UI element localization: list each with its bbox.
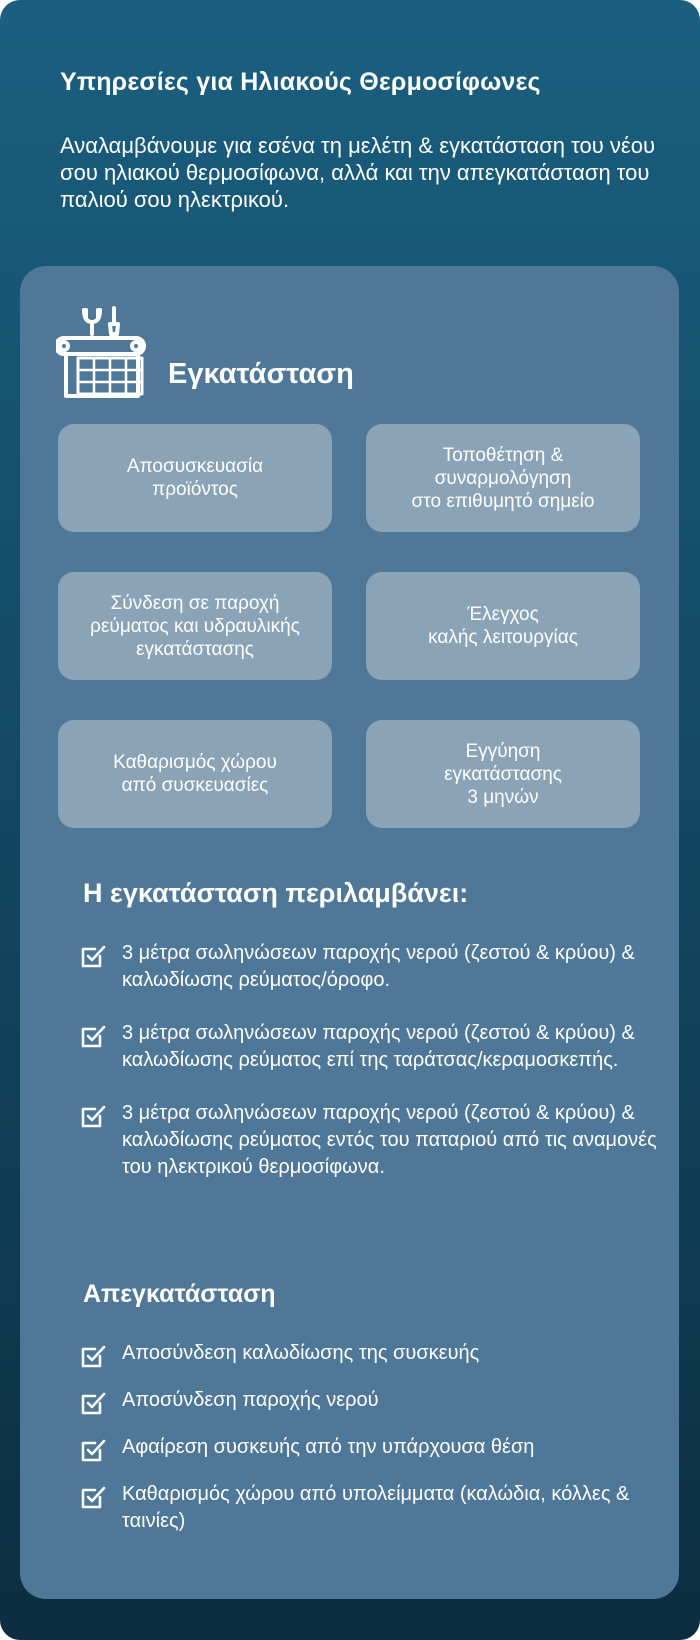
checkbox-checked-icon — [80, 1023, 106, 1049]
step-connection: Σύνδεση σε παροχή ρεύματος και υδραυλικής εγκατάστασης — [58, 572, 332, 680]
step-cleaning: Καθαρισμός χώρου από συσκευασίες — [58, 720, 332, 828]
installation-card — [20, 266, 679, 1599]
checkbox-checked-icon — [80, 1343, 106, 1369]
step-warranty: Εγγύηση εγκατάστασης 3 μηνών — [366, 720, 640, 828]
list-item — [80, 1100, 660, 1181]
checkbox-checked-icon — [80, 1437, 106, 1463]
checkbox-checked-icon — [80, 1484, 106, 1510]
list-item-text: Αποσύνδεση παροχής νερού — [122, 1389, 379, 1411]
page-title: Υπηρεσίες για Ηλιακούς Θερμοσίφωνες — [60, 68, 541, 96]
checkbox-checked-icon — [80, 943, 106, 969]
list-item — [80, 1481, 660, 1535]
step-placement: Τοποθέτηση & συναρμολόγηση στο επιθυμητό σημείο — [366, 424, 640, 532]
list-item-text: 3 μέτρα σωληνώσεων παροχής νερού (ζεστού & κρύου) & καλωδίωσης ρεύματος/όροφο. — [122, 942, 635, 991]
list-item — [80, 1340, 660, 1367]
list-item — [80, 1020, 660, 1074]
list-item-text: Καθαρισμός χώρου από υπολείμματα (καλώδια, κόλλες & ταινίες) — [122, 1483, 630, 1532]
step-unpacking: Αποσυσκευασία προϊόντος — [58, 424, 332, 532]
includes-heading: Η εγκατάσταση περιλαμβάνει: — [83, 878, 469, 908]
list-item-text: Αποσύνδεση καλωδίωσης της συσκευής — [122, 1342, 480, 1364]
uninstall-heading: Απεγκατάσταση — [83, 1280, 276, 1308]
list-item-text: 3 μέτρα σωληνώσεων παροχής νερού (ζεστού & κρύου) & καλωδίωσης ρεύματος εντός του παταριού από τις αναμονές του ηλεκτρικού θερμοσίφωνα. — [122, 1102, 657, 1178]
intro-text: Αναλαμβάνουμε για εσένα τη μελέτη & εγκατάσταση του νέου σου ηλιακού θερμοσίφωνα, αλλά και την απεγκατάσταση του παλιού σου ηλεκτρικού. — [60, 133, 655, 212]
list-item-text: Αφαίρεση συσκευής από την υπάρχουσα θέση — [122, 1436, 535, 1458]
solar-panel-tools-icon — [56, 304, 148, 402]
list-item-text: 3 μέτρα σωληνώσεων παροχής νερού (ζεστού & κρύου) & καλωδίωσης ρεύματος επί της ταράτσας/κεραμοσκεπής. — [122, 1022, 635, 1071]
list-item — [80, 1387, 660, 1414]
list-item — [80, 1434, 660, 1461]
uninstall-list — [80, 1340, 660, 1535]
installation-heading: Εγκατάσταση — [168, 358, 354, 390]
checkbox-checked-icon — [80, 1103, 106, 1129]
checkbox-checked-icon — [80, 1390, 106, 1416]
list-item — [80, 940, 660, 994]
includes-list — [80, 940, 660, 1181]
step-check: Έλεγχος καλής λειτουργίας — [366, 572, 640, 680]
